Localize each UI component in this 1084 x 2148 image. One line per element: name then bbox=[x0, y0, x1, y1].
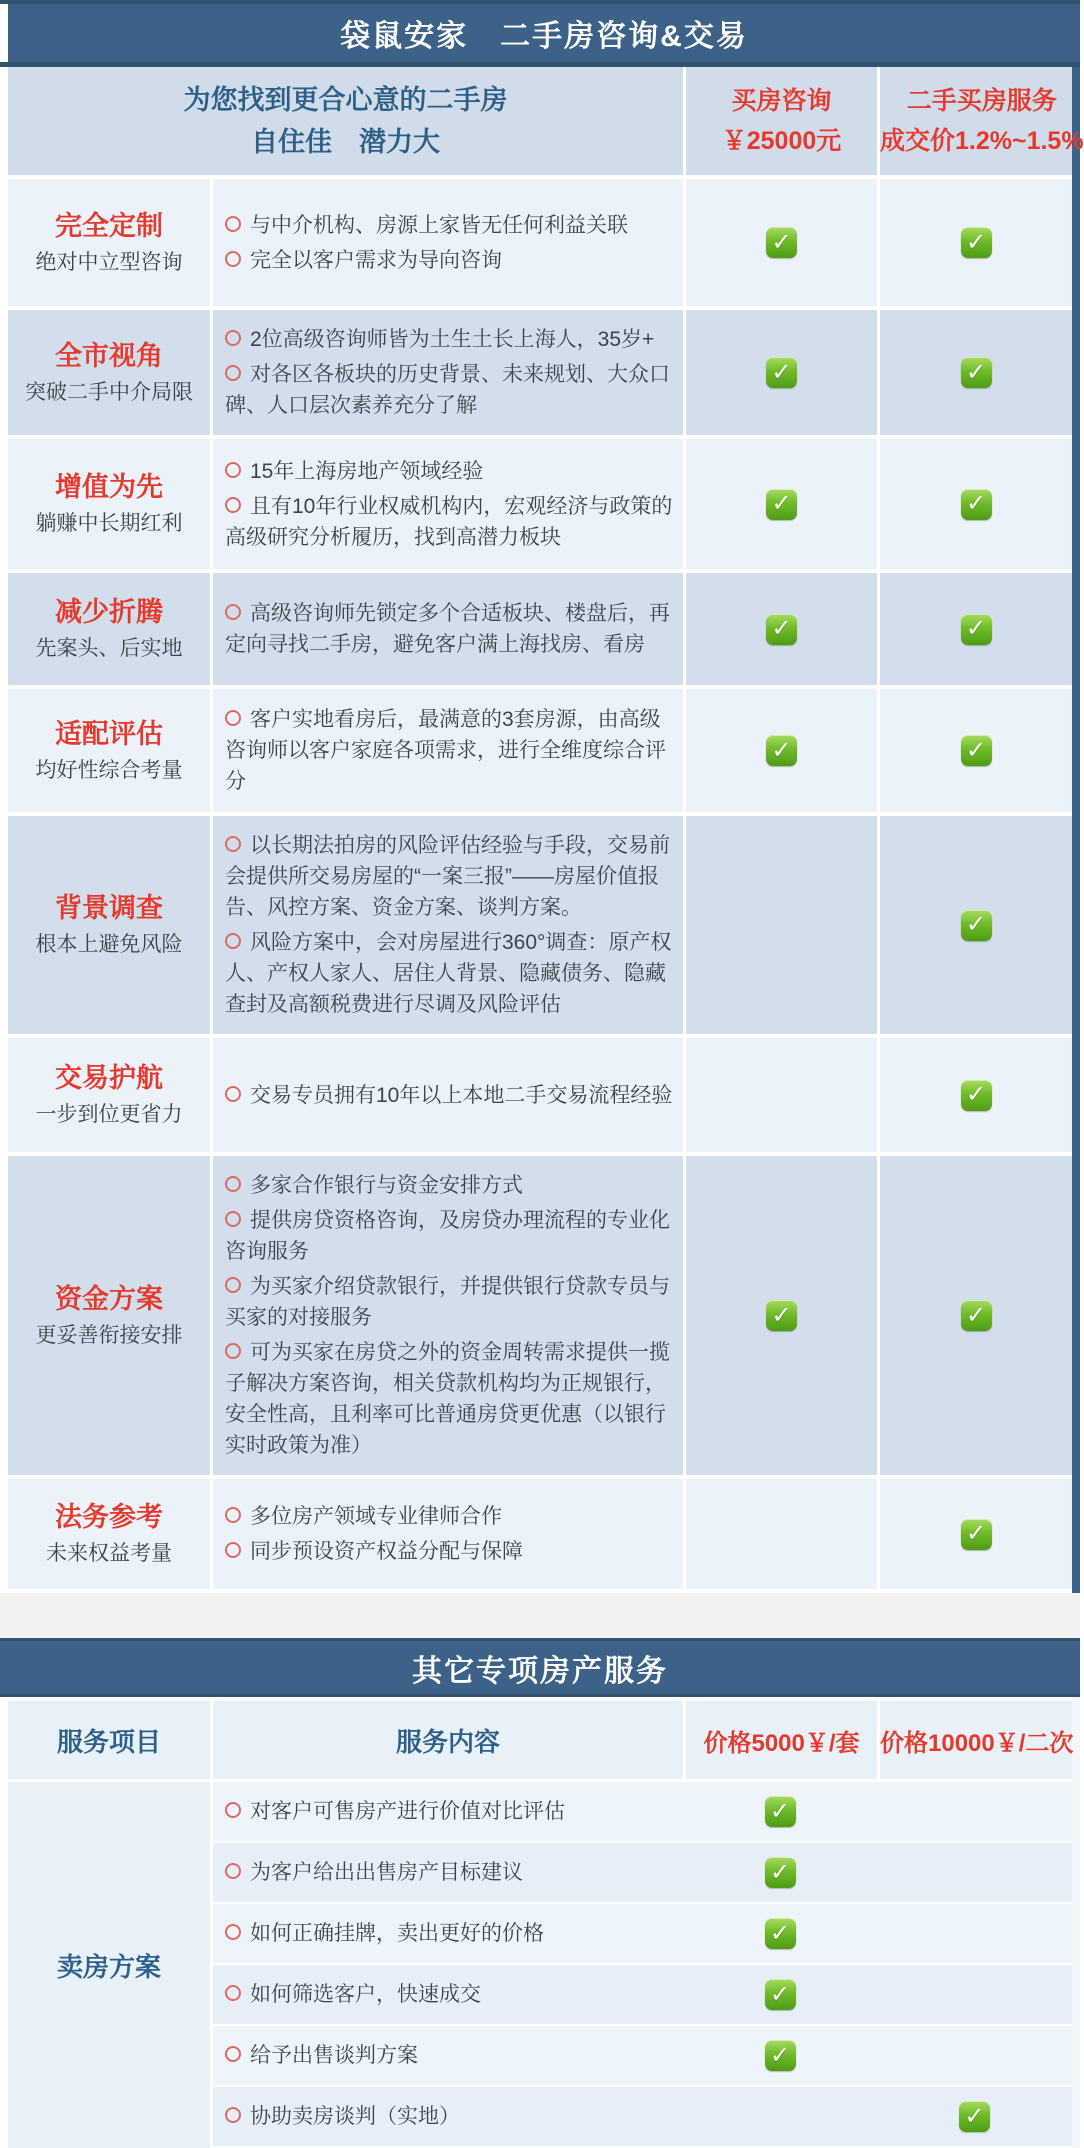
sell-plan-rows bbox=[210, 1782, 1072, 2148]
col-header-price1: 价格5000￥/套 bbox=[683, 1701, 877, 1779]
service-row bbox=[8, 689, 1072, 816]
service-subtitle: 一步到位更省力 bbox=[35, 1103, 183, 1126]
price-column-2-header bbox=[877, 67, 1084, 175]
sell-bullet: 对客户可售房产进行价值对比评估 bbox=[225, 1797, 565, 1827]
sell-service-row bbox=[213, 2026, 1072, 2087]
buy-service-rows bbox=[8, 179, 1072, 1593]
buy-consult-check-cell bbox=[683, 1038, 877, 1152]
buy-consult-check-cell bbox=[683, 1156, 877, 1475]
service-content-cell bbox=[210, 1038, 683, 1152]
service-content-cell bbox=[210, 179, 683, 306]
buy-consult-check-cell bbox=[683, 439, 877, 569]
bullet-circle-icon bbox=[225, 604, 241, 620]
service-bullet: 以长期法拍房的风险评估经验与手段，交易前会提供所交易房屋的“一案三报”——房屋价值报告、风控方案、资金方案、谈判方案。 bbox=[225, 834, 670, 919]
price1-name: 买房咨询 bbox=[731, 87, 832, 115]
price-column-1-header bbox=[683, 67, 877, 175]
service-subtitle: 绝对中立型咨询 bbox=[35, 250, 183, 274]
service-content-cell bbox=[210, 439, 683, 569]
service-content-cell bbox=[210, 573, 683, 685]
check-icon bbox=[961, 910, 992, 941]
bullet-circle-icon bbox=[225, 216, 241, 232]
sell-service-row bbox=[213, 1904, 1072, 1965]
price1-value: ￥25000元 bbox=[721, 127, 842, 155]
bullet-circle-icon bbox=[225, 2107, 241, 2123]
bullet-circle-icon bbox=[225, 1507, 241, 1523]
check-glyph: ✓ bbox=[771, 228, 792, 256]
check-glyph: ✓ bbox=[769, 1858, 791, 1886]
price2-value: 成交价1.2%~1.5% bbox=[880, 127, 1084, 155]
buy-consult-check-cell bbox=[683, 1479, 877, 1589]
service-bullet: 交易专员拥有10年以上本地二手交易流程经验 bbox=[225, 1080, 673, 1111]
bullet-circle-icon bbox=[225, 1086, 241, 1102]
check-icon bbox=[766, 227, 797, 258]
buy-service-check-cell bbox=[877, 689, 1072, 812]
service-title: 全市视角 bbox=[55, 340, 163, 371]
service-bullet: 完全以客户需求为导向咨询 bbox=[225, 245, 673, 276]
check-glyph: ✓ bbox=[965, 1520, 987, 1547]
check-icon bbox=[961, 227, 992, 258]
sell-content-cell bbox=[213, 1904, 683, 1963]
bullet-circle-icon bbox=[225, 1985, 241, 2001]
sell-content-cell bbox=[213, 1965, 683, 2024]
main-title-bar-fill bbox=[8, 4, 1080, 62]
other-services-title-bar bbox=[0, 1638, 1080, 1697]
service-content-cell bbox=[210, 689, 683, 812]
sell-content-cell bbox=[213, 1843, 683, 1902]
service-bullet: 且有10年行业权威机构内，宏观经济与政策的高级研究分析履历，找到高潜力板块 bbox=[225, 494, 673, 549]
bullet-circle-icon bbox=[225, 933, 241, 949]
service-row bbox=[8, 439, 1072, 573]
service-title: 资金方案 bbox=[55, 1283, 163, 1314]
other-services-table bbox=[8, 1697, 1080, 2148]
buy-consult-check-cell bbox=[683, 310, 877, 435]
price2-name: 二手买房服务 bbox=[906, 87, 1057, 115]
bullet-circle-icon bbox=[225, 836, 241, 852]
bullet-circle-icon bbox=[225, 1176, 241, 1192]
service-bullet: 2位高级咨询师皆为土生土长上海人，35岁+ bbox=[225, 324, 673, 355]
check-icon bbox=[961, 1080, 992, 1111]
service-label-cell bbox=[8, 1038, 210, 1152]
service-subtitle: 躺赚中长期红利 bbox=[35, 512, 183, 535]
service-label-cell bbox=[8, 1156, 210, 1475]
sell-bullet: 为客户给出出售房产目标建议 bbox=[225, 1858, 523, 1888]
service-bullet: 风险方案中，会对房屋进行360°调查：原产权人、产权人家人、居住人背景、隐藏债务、隐藏查封及高额税费进行尽调及风险评估 bbox=[225, 931, 672, 1016]
check-icon bbox=[961, 614, 992, 645]
service-content-cell bbox=[210, 310, 683, 435]
bullet-circle-icon bbox=[225, 1277, 241, 1293]
sell-service-row bbox=[213, 1782, 1072, 1843]
buy-consult-check-cell bbox=[683, 816, 877, 1034]
check-icon bbox=[765, 1918, 796, 1949]
sell-content-cell bbox=[213, 2087, 683, 2146]
price2-check-cell bbox=[877, 1965, 1072, 2024]
service-bullet: 对各区各板块的历史背景、未来规划、大众口碑、人口层次素养充分了解 bbox=[225, 363, 670, 417]
price2-check-cell bbox=[877, 1782, 1072, 1841]
service-title: 减少折腾 bbox=[55, 597, 163, 627]
check-glyph: ✓ bbox=[771, 490, 792, 517]
sell-bullet: 如何正确挂牌，卖出更好的价格 bbox=[225, 1919, 544, 1949]
check-glyph: ✓ bbox=[769, 1919, 791, 1947]
buy-service-check-cell bbox=[877, 573, 1072, 685]
check-glyph: ✓ bbox=[965, 1081, 987, 1108]
service-subtitle: 更妥善衔接安排 bbox=[35, 1323, 183, 1347]
col-header-content: 服务内容 bbox=[210, 1701, 683, 1779]
service-label-cell bbox=[8, 310, 210, 435]
service-row bbox=[8, 816, 1072, 1038]
check-icon bbox=[766, 357, 797, 388]
buy-service-check-cell bbox=[877, 1479, 1072, 1589]
service-label-cell bbox=[8, 816, 210, 1034]
buy-service-check-cell bbox=[877, 179, 1072, 306]
check-icon bbox=[766, 614, 797, 645]
check-glyph: ✓ bbox=[771, 615, 792, 642]
bullet-circle-icon bbox=[225, 2046, 241, 2062]
check-icon bbox=[766, 489, 797, 520]
check-glyph: ✓ bbox=[965, 615, 987, 642]
bullet-circle-icon bbox=[225, 251, 241, 267]
service-row bbox=[8, 573, 1072, 689]
check-glyph: ✓ bbox=[769, 2041, 791, 2069]
sell-service-row bbox=[213, 1965, 1072, 2026]
service-bullet: 客户实地看房后，最满意的3套房源，由高级咨询师以客户家庭各项需求，进行全维度综合评分 bbox=[225, 708, 666, 793]
service-bullet: 提供房贷资格咨询，及房贷办理流程的专业化咨询服务 bbox=[225, 1209, 670, 1263]
service-subtitle: 先案头、后实地 bbox=[35, 637, 183, 660]
service-bullet: 与中介机构、房源上家皆无任何利益关联 bbox=[225, 210, 673, 241]
service-content-cell bbox=[210, 1156, 683, 1475]
check-icon bbox=[959, 2101, 990, 2132]
check-icon bbox=[961, 1300, 992, 1331]
check-glyph: ✓ bbox=[965, 490, 987, 517]
service-title: 增值为先 bbox=[55, 472, 163, 502]
check-glyph: ✓ bbox=[965, 911, 987, 938]
bullet-circle-icon bbox=[225, 1924, 241, 1940]
check-glyph: ✓ bbox=[965, 1301, 987, 1329]
check-icon bbox=[766, 735, 797, 766]
service-subtitle: 突破二手中介局限 bbox=[25, 380, 193, 404]
bullet-circle-icon bbox=[225, 462, 241, 478]
price2-check-cell bbox=[877, 2087, 1072, 2146]
service-bullet: 可为买家在房贷之外的资金周转需求提供一揽子解决方案咨询，相关贷款机构均为正规银行，安全性高，且利率可比普通房贷更优惠（以银行实时政策为准） bbox=[225, 1341, 670, 1457]
check-glyph: ✓ bbox=[771, 736, 792, 764]
check-glyph: ✓ bbox=[771, 1301, 792, 1329]
service-label-cell bbox=[8, 573, 210, 685]
price1-check-cell bbox=[683, 1965, 877, 2024]
service-title: 法务参考 bbox=[55, 1502, 163, 1532]
service-title: 交易护航 bbox=[55, 1063, 163, 1093]
price1-check-cell bbox=[683, 2026, 877, 2085]
tagline-cell bbox=[8, 67, 683, 175]
service-bullet: 多位房产领域专业律师合作 bbox=[225, 1501, 673, 1532]
buy-service-table bbox=[8, 67, 1084, 1593]
price2-check-cell bbox=[877, 2026, 1072, 2085]
service-subtitle: 均好性综合考量 bbox=[35, 758, 183, 782]
service-title: 背景调查 bbox=[55, 893, 163, 923]
check-icon bbox=[766, 1300, 797, 1331]
check-glyph: ✓ bbox=[965, 736, 987, 764]
service-row bbox=[8, 1156, 1072, 1479]
sell-content-cell bbox=[213, 2026, 683, 2085]
service-row bbox=[8, 1479, 1072, 1593]
service-label-cell bbox=[8, 439, 210, 569]
check-icon bbox=[765, 2040, 796, 2071]
service-row bbox=[8, 179, 1072, 310]
sell-bullet: 协助卖房谈判（实地） bbox=[225, 2102, 460, 2132]
service-bullet: 高级咨询师先锁定多个合适板块、楼盘后，再定向寻找二手房，避免客户满上海找房、看房 bbox=[225, 602, 670, 656]
buy-service-check-cell bbox=[877, 439, 1072, 569]
price1-check-cell bbox=[683, 2087, 877, 2146]
buy-consult-check-cell bbox=[683, 573, 877, 685]
buy-service-check-cell bbox=[877, 310, 1072, 435]
price1-check-cell bbox=[683, 1843, 877, 1902]
check-icon bbox=[765, 1857, 796, 1888]
bullet-circle-icon bbox=[225, 330, 241, 346]
service-subtitle: 根本上避免风险 bbox=[35, 933, 183, 956]
buy-service-check-cell bbox=[877, 816, 1072, 1034]
bullet-circle-icon bbox=[225, 710, 241, 726]
bullet-circle-icon bbox=[225, 497, 241, 513]
sell-bullet: 给予出售谈判方案 bbox=[225, 2041, 418, 2071]
bullet-circle-icon bbox=[225, 365, 241, 381]
service-row bbox=[8, 310, 1072, 439]
tagline-line1: 为您找到更合心意的二手房 bbox=[183, 85, 508, 115]
sell-bullet: 如何筛选客户，快速成交 bbox=[225, 1980, 481, 2010]
sell-plan-label: 卖房方案 bbox=[8, 1782, 210, 2148]
tagline-line2: 自住佳 潜力大 bbox=[251, 127, 440, 157]
col-header-price2: 价格10000￥/二次 bbox=[877, 1701, 1073, 1779]
check-icon bbox=[961, 357, 992, 388]
sell-service-row bbox=[213, 1843, 1072, 1904]
service-title: 适配评估 bbox=[55, 718, 163, 749]
check-icon bbox=[765, 1796, 796, 1827]
service-content-cell bbox=[210, 816, 683, 1034]
bullet-circle-icon bbox=[225, 1211, 241, 1227]
check-glyph: ✓ bbox=[964, 2102, 985, 2130]
service-label-cell bbox=[8, 689, 210, 812]
check-glyph: ✓ bbox=[769, 1797, 791, 1825]
bullet-circle-icon bbox=[225, 1343, 241, 1359]
price1-check-cell bbox=[683, 1782, 877, 1841]
section-divider bbox=[0, 1593, 1080, 1638]
other-services-title: 其它专项房产服务 bbox=[412, 1654, 668, 1688]
service-label-cell bbox=[8, 179, 210, 306]
check-icon bbox=[765, 1979, 796, 2010]
bullet-circle-icon bbox=[225, 1802, 241, 1818]
page-title: 袋鼠安家 二手房咨询&交易 bbox=[340, 20, 748, 53]
buy-consult-check-cell bbox=[683, 689, 877, 812]
pricing-header-row bbox=[8, 67, 1084, 179]
check-icon bbox=[961, 1519, 992, 1550]
price1-check-cell bbox=[683, 1904, 877, 1963]
col-header-item: 服务项目 bbox=[56, 1726, 161, 1757]
service-bullet: 15年上海房地产领域经验 bbox=[225, 456, 673, 487]
check-glyph: ✓ bbox=[771, 358, 792, 386]
check-icon bbox=[961, 489, 992, 520]
buy-service-check-cell bbox=[877, 1156, 1072, 1475]
check-glyph: ✓ bbox=[769, 1980, 791, 2008]
sell-service-row bbox=[213, 2087, 1072, 2148]
check-glyph: ✓ bbox=[965, 228, 987, 256]
price2-check-cell bbox=[877, 1904, 1072, 1963]
service-label-cell bbox=[8, 1479, 210, 1589]
other-services-header-row bbox=[8, 1697, 1072, 1782]
service-content-cell bbox=[210, 1479, 683, 1589]
sell-content-cell bbox=[213, 1782, 683, 1841]
service-bullet: 同步预设资产权益分配与保障 bbox=[225, 1536, 673, 1567]
service-bullet: 为买家介绍贷款银行，并提供银行贷款专员与买家的对接服务 bbox=[225, 1275, 670, 1329]
other-services-body bbox=[8, 1782, 1072, 2148]
service-bullet: 多家合作银行与资金安排方式 bbox=[225, 1170, 673, 1201]
check-glyph: ✓ bbox=[965, 358, 987, 386]
main-title-bar bbox=[0, 0, 1080, 67]
service-subtitle: 未来权益考量 bbox=[46, 1542, 172, 1565]
price2-check-cell bbox=[877, 1843, 1072, 1902]
buy-consult-check-cell bbox=[683, 179, 877, 306]
check-icon bbox=[961, 735, 992, 766]
service-row bbox=[8, 1038, 1072, 1156]
buy-service-check-cell bbox=[877, 1038, 1072, 1152]
service-title: 完全定制 bbox=[55, 210, 163, 241]
bullet-circle-icon bbox=[225, 1863, 241, 1879]
bullet-circle-icon bbox=[225, 1542, 241, 1558]
